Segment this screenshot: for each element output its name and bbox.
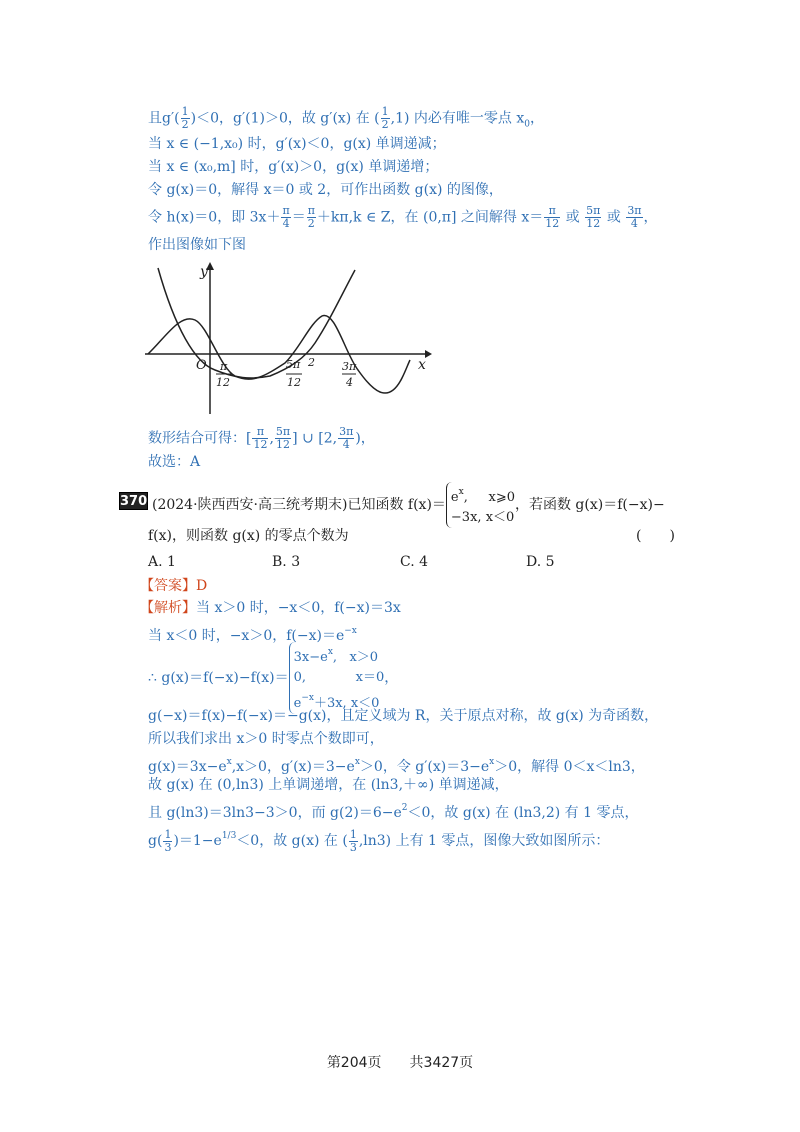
graph-tick-5pi12-den: 12	[287, 376, 301, 389]
graph-tick-2: 2	[308, 356, 315, 369]
graph-tick-3pi4-den: 4	[346, 376, 353, 389]
cubic-curve	[158, 268, 355, 378]
solution-line-7: 数形结合可得：[ $\frac{\pi}{12}$ , $\frac{5\pi}{12}$ ] ∪ [2, $\frac{3\pi}{4}$ )，	[148, 425, 375, 451]
analysis-line-5: 所以我们求出 x＞0 时零点个数即可，	[148, 731, 384, 747]
option-c: C. 4	[400, 554, 429, 570]
graph-tick-5pi12-num: 5π	[286, 358, 301, 371]
analysis-line-3: ∴ g(x)＝f(−x)−f(x)＝ $3x-e^x$, x＞0 0, x＝0 $e^{-x}+3x$, x＜0 ，	[148, 642, 398, 714]
question-number: 370	[120, 494, 148, 509]
solution-line-2: 当 x ∈ (−1,x₀) 时，g′(x)＜0，g(x) 单调递减；	[148, 136, 446, 152]
graph-tick-pi12-num: π	[220, 360, 228, 373]
solution-line-8: 故选：A	[148, 454, 201, 470]
answer-label: 【答案】	[140, 578, 196, 594]
graph-tick-3pi4-num: 3π	[342, 360, 357, 373]
graph-label-y: y	[200, 264, 208, 280]
option-a: A. 1	[148, 554, 176, 570]
solution-line-5: 令 h(x)＝0，即 3x＋ $\frac{\pi}{4}$ ＝ $\frac{\pi}{2}$ ＋kπ,k ∈ Z，在 (0,π] 之间解得 x＝ $\frac{\pi}{12}$ 或 $\frac{5\pi}{12}$ 或 $\frac{3\pi}{4}$ ，	[148, 204, 658, 230]
graph-tick-pi12-den: 12	[216, 376, 230, 389]
x-axis-arrow	[425, 350, 432, 358]
solution-line-6: 作出图像如下图	[148, 237, 246, 253]
question-stem: (2024·陕西西安·高三统考期末)已知函数 f(x)＝ $e^x$, x⩾0 −3x, x＜0 ，若函数 g(x)＝f(−x)−	[152, 482, 665, 528]
analysis-line-8: 且 g(ln3)＝3ln3−3＞0，而 $g(2)=6-e^2<0$，故 g(x) 在 (ln3,2) 有 1 零点，	[148, 803, 639, 821]
graph-label-x: x	[418, 357, 426, 373]
question-line-2: f(x)，则函数 g(x) 的零点个数为	[148, 528, 349, 544]
graph-label-origin: O	[196, 358, 207, 373]
answer-line	[140, 576, 207, 596]
solution-line-4: 令 g(x)＝0，解得 x＝0 或 2，可作出函数 g(x) 的图像，	[148, 182, 503, 198]
analysis-line-6: $g(x)=3x-e^x,x>0$，$g'(x)=3-e^x>0$，令 $g'(x)=3-e^x>0$，解得 0＜x＜ln3，	[148, 757, 645, 775]
answer-value: D	[196, 578, 208, 594]
answer-paren: ( )	[636, 528, 675, 544]
option-d: D. 5	[526, 554, 555, 570]
analysis-line-1: 【解析】当 x＞0 时，−x＜0，f(−x)＝3x	[140, 600, 401, 616]
solution-line-1: 且g′( $\frac{1}{2}$ )＜0，g′(1)＞0，故 g′(x) 在 ( $\frac{1}{2}$ ,1) 内必有唯一零点 $x_0$，	[148, 105, 544, 131]
analysis-line-9: g( $\frac{1}{3}$ )$=1-e^{1/3}<0$，故 g(x) 在 ( $\frac{1}{3}$ ,ln3) 上有 1 零点，图像大致如图所示：	[148, 827, 610, 854]
option-b: B. 3	[272, 554, 301, 570]
analysis-label: 【解析】	[140, 600, 196, 616]
analysis-line-4: g(−x)＝f(x)−f(−x)＝−g(x)，且定义域为 R，关于原点对称，故 g(x) 为奇函数，	[148, 708, 659, 724]
analysis-line-2: 当 x＜0 时，−x＞0，$f(-x)=e^{-x}$	[148, 626, 357, 644]
function-graph	[140, 258, 440, 418]
page-footer: 第204页 共3427页	[326, 1055, 474, 1071]
solution-line-3: 当 x ∈ (x₀,m] 时，g′(x)＞0，g(x) 单调递增；	[148, 159, 439, 175]
analysis-line-7: 故 g(x) 在 (0,ln3) 上单调递增，在 (ln3,＋∞) 单调递减，	[148, 777, 509, 793]
